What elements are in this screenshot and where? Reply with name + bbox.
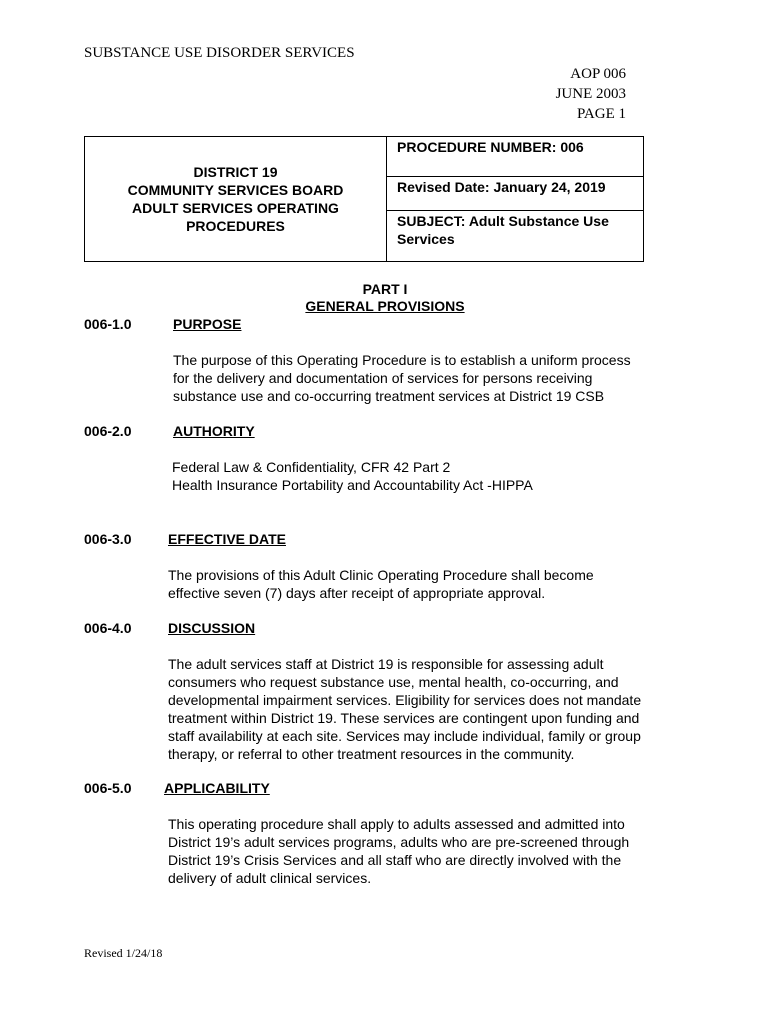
body-line: therapy, or referral to other treatment resources in the community. xyxy=(168,746,575,762)
revised-date: Revised Date: January 24, 2019 xyxy=(387,177,643,211)
body-line: effective seven (7) days after receipt of appropriate approval. xyxy=(168,585,546,601)
section-body-purpose xyxy=(173,351,631,405)
body-line: treatment within District 19. These services are contingent upon funding and xyxy=(168,710,640,726)
board-title xyxy=(85,137,387,261)
section-number: 006-1.0 xyxy=(84,316,132,332)
subject-line: SUBJECT: Adult Substance Use xyxy=(397,213,609,229)
body-line: developmental impairment services. Eligibility for services does not mandate xyxy=(168,692,642,708)
info-box xyxy=(84,136,644,262)
procedure-number: PROCEDURE NUMBER: 006 xyxy=(387,137,643,177)
header-org: SUBSTANCE USE DISORDER SERVICES xyxy=(84,45,355,61)
body-line: Health Insurance Portability and Accountability Act -HIPPA xyxy=(172,477,533,493)
page-number: PAGE 1 xyxy=(576,106,626,122)
body-line: consumers who request substance use, mental health, co-occurring, and xyxy=(168,674,619,690)
section-title-effective-date: EFFECTIVE DATE xyxy=(168,531,286,547)
board-title-line: PROCEDURES xyxy=(186,218,285,234)
section-number: 006-4.0 xyxy=(84,620,132,636)
footer-revised: Revised 1/24/18 xyxy=(84,946,163,960)
body-line: District 19’s adult services programs, adults who are pre-screened through xyxy=(168,834,630,850)
section-body-effective-date xyxy=(168,566,594,602)
section-title-purpose: PURPOSE xyxy=(173,316,242,332)
body-line: District 19’s Crisis Services and all staff who are directly involved with the xyxy=(168,852,622,868)
section-body-applicability xyxy=(168,815,629,887)
section-title-authority: AUTHORITY xyxy=(173,423,255,439)
part-title: PART I xyxy=(362,281,408,297)
header-meta xyxy=(556,64,626,124)
body-line: Federal Law & Confidentiality, CFR 42 Part 2 xyxy=(172,459,451,475)
body-line: staff availability at each site. Services may include individual, family or group xyxy=(168,728,641,744)
part-subtitle: GENERAL PROVISIONS xyxy=(305,298,465,314)
doc-date: JUNE 2003 xyxy=(555,86,626,102)
body-line: The adult services staff at District 19 is responsible for assessing adult xyxy=(168,656,604,672)
section-number: 006-2.0 xyxy=(84,423,132,439)
section-body-authority xyxy=(172,458,533,494)
subject xyxy=(387,211,643,261)
body-line: for the delivery and documentation of services for persons receiving xyxy=(173,370,593,386)
board-title-line: DISTRICT 19 xyxy=(193,164,278,180)
section-number: 006-5.0 xyxy=(84,780,132,796)
subject-line: Services xyxy=(397,231,455,247)
body-line: substance use and co-occurring treatment services at District 19 CSB xyxy=(173,388,605,404)
section-number: 006-3.0 xyxy=(84,531,132,547)
section-title-discussion: DISCUSSION xyxy=(168,620,256,636)
board-title-line: ADULT SERVICES OPERATING xyxy=(132,200,339,216)
section-body-discussion xyxy=(168,655,641,763)
section-title-applicability: APPLICABILITY xyxy=(164,780,270,796)
body-line: This operating procedure shall apply to adults assessed and admitted into xyxy=(168,816,625,832)
board-title-line: COMMUNITY SERVICES BOARD xyxy=(127,182,344,198)
body-line: The provisions of this Adult Clinic Operating Procedure shall become xyxy=(168,567,594,583)
procedure-details xyxy=(387,137,643,261)
body-line: The purpose of this Operating Procedure is to establish a uniform process xyxy=(173,352,631,368)
doc-code: AOP 006 xyxy=(570,66,626,82)
body-line: delivery of adult clinical services. xyxy=(168,870,372,886)
